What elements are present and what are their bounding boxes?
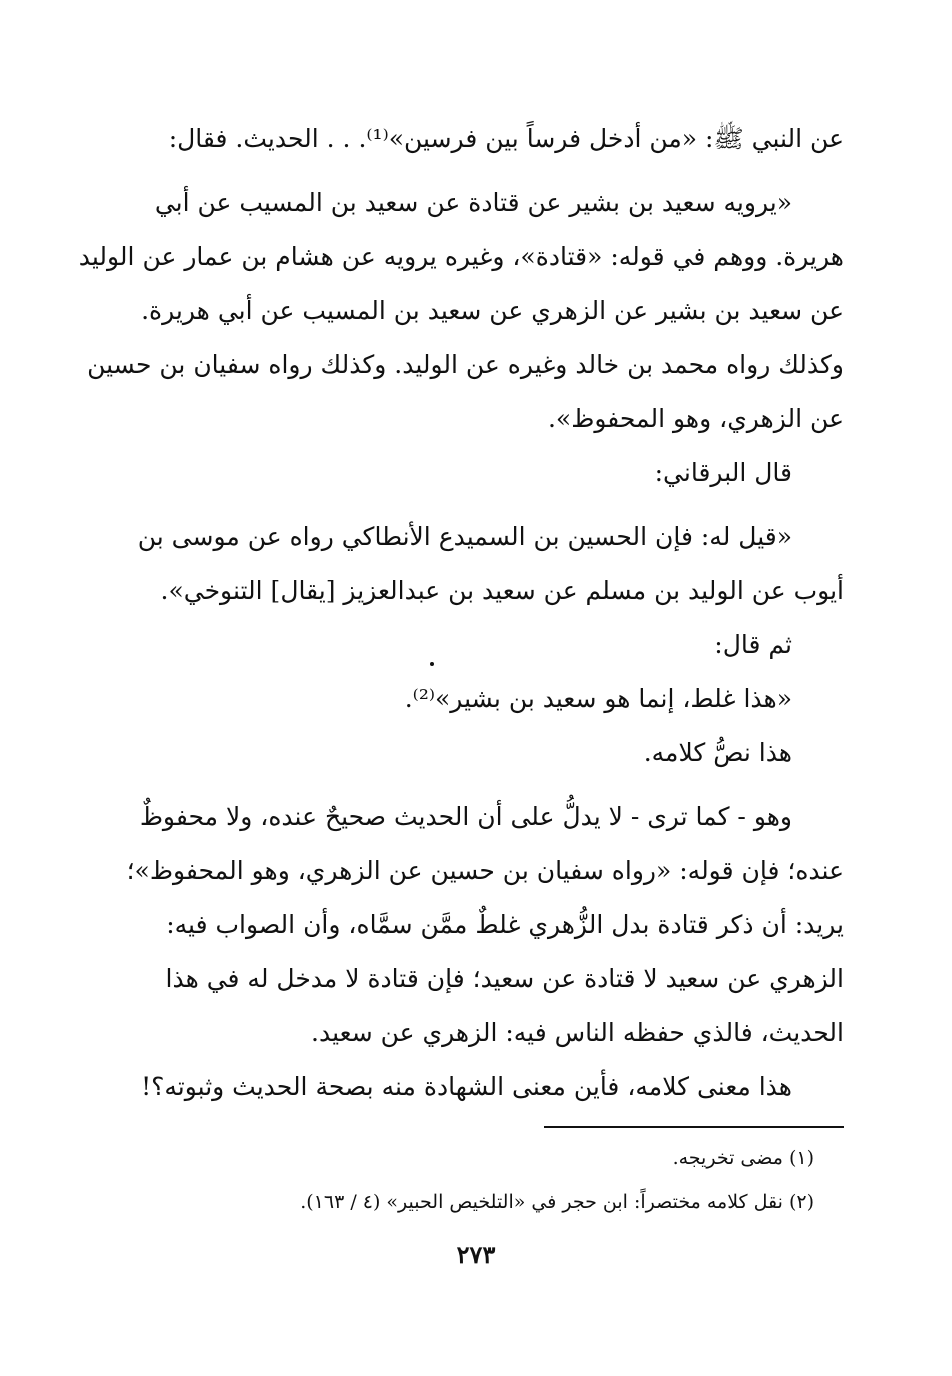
main-text — [78, 112, 844, 1114]
text-line: عن سعيد بن بشير عن الزهري عن سعيد بن المسيب عن أبي هريرة. — [141, 296, 844, 325]
paragraph-gap — [129, 166, 844, 176]
text-line: هريرة. ووهم في قوله: «قتادة»، وغيره يرويه عن هشام بن عمار عن الوليد — [78, 242, 844, 271]
text-line: «قيل له: فإن الحسين بن السميدع الأنطاكي رواه عن موسى بن — [137, 522, 792, 551]
footnote: (٢) نقل كلامه مختصراً: ابن حجر في «التلخيص الحبير» (٤ / ١٦٣). — [300, 1191, 814, 1213]
text-line: هذا نصُّ كلامه. — [643, 738, 792, 767]
footnote: (١) مضى تخريجه. — [672, 1147, 814, 1169]
text-line: عن النبي ﷺ: «من أدخل فرساً بين فرسين»⁽¹⁾. . . الحديث. فقال: — [168, 124, 844, 153]
text-line: وكذلك رواه محمد بن خالد وغيره عن الوليد. وكذلك رواه سفيان بن حسين — [87, 350, 844, 379]
text-line: ثم قال: — [714, 630, 792, 659]
text-line: أيوب عن الوليد بن مسلم عن سعيد بن عبدالعزيز [يقال] التنوخي». — [160, 576, 844, 605]
page-number: ٢٧٣ — [456, 1240, 496, 1269]
paragraph-gap — [129, 500, 844, 510]
footnote-divider — [544, 1126, 844, 1128]
text-line: عنده؛ فإن قوله: «رواه سفيان بن حسين عن الزهري، وهو المحفوظ»؛ — [126, 856, 844, 885]
footnotes — [129, 1136, 844, 1224]
text-line: هذا معنى كلامه، فأين معنى الشهادة منه بصحة الحديث وثبوته؟! — [141, 1072, 792, 1101]
text-line: عن الزهري، وهو المحفوظ». — [547, 404, 844, 433]
text-line: قال البرقاني: — [654, 458, 792, 487]
text-line: وهو - كما ترى - لا يدلُّ على أن الحديث صحيحٌ عنده، ولا محفوظٌ — [139, 802, 792, 831]
paragraph-gap — [129, 780, 844, 790]
text-line: الحديث، فالذي حفظه الناس فيه: الزهري عن سعيد. — [311, 1018, 844, 1047]
print-speck — [430, 662, 434, 666]
text-line: «يرويه سعيد بن بشير عن قتادة عن سعيد بن المسيب عن أبي — [154, 188, 792, 217]
text-line: «هذا غلط، إنما هو سعيد بن بشير»⁽²⁾. — [404, 684, 792, 713]
text-line: الزهري عن سعيد لا قتادة عن سعيد؛ فإن قتادة لا مدخل له في هذا — [165, 964, 844, 993]
text-line: يريد: أن ذكر قتادة بدل الزُّهري غلطٌ ممَّن سمَّاه، وأن الصواب فيه: — [166, 910, 844, 939]
